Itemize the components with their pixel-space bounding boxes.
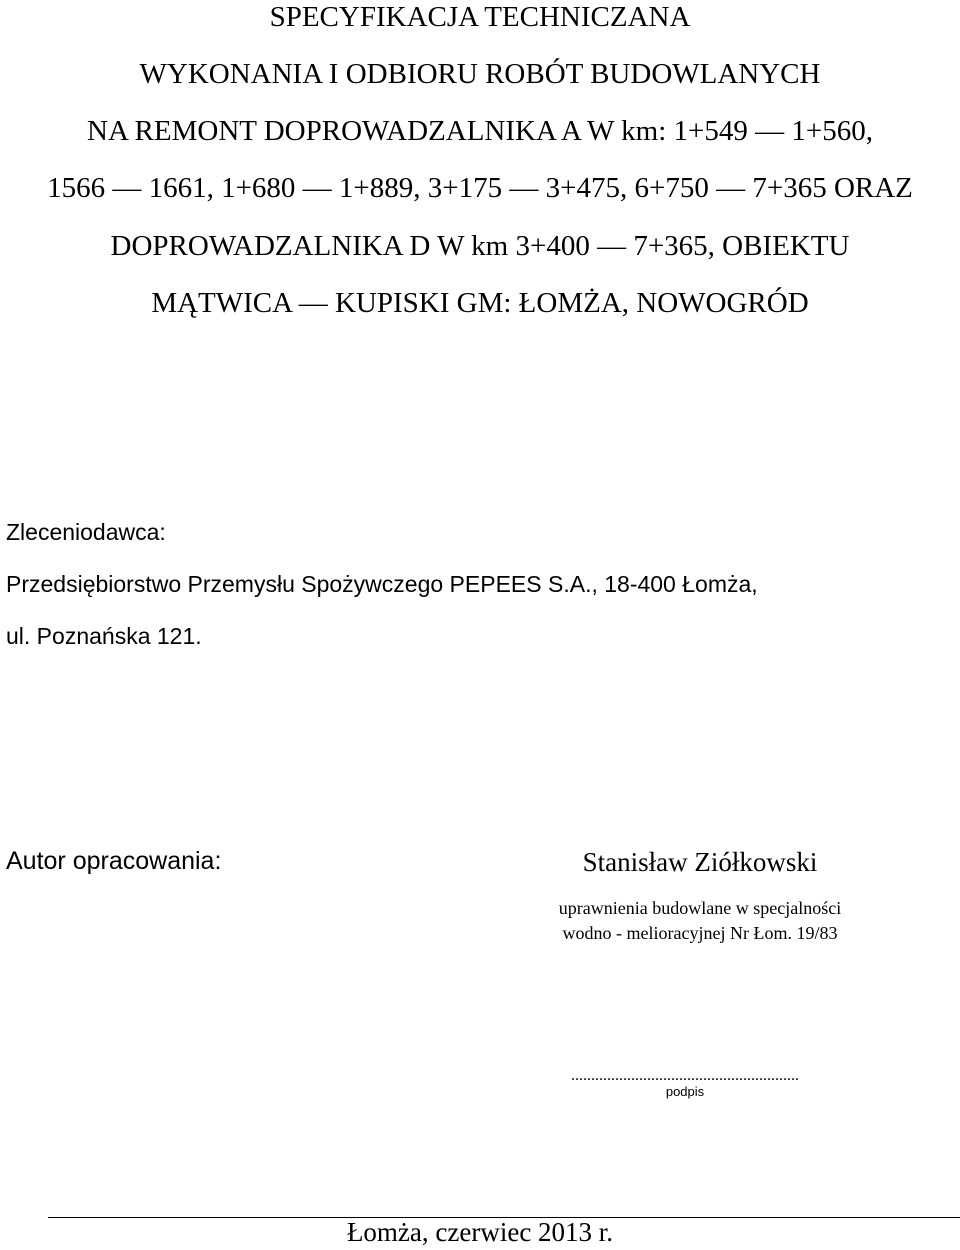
- author-name: Stanisław Ziółkowski: [582, 847, 818, 877]
- author-label: Autor opracowania:: [6, 847, 222, 875]
- title-line-5: DOPROWADZALNIKA D W km 3+400 — 7+365, OBIEKTU: [110, 230, 850, 262]
- signature-line: .........................................................: [571, 1067, 799, 1084]
- client-label: Zleceniodawca:: [6, 519, 166, 545]
- title-line-1: SPECYFIKACJA TECHNICZANA: [269, 1, 691, 33]
- client-name: Przedsiębiorstwo Przemysłu Spożywczego PEPEES S.A., 18-400 Łomża,: [6, 571, 758, 597]
- title-line-2: WYKONANIA I ODBIORU ROBÓT BUDOWLANYCH: [139, 58, 821, 90]
- footer-place-date: Łomża, czerwiec 2013 r.: [346, 1217, 614, 1247]
- signature-label: podpis: [665, 1084, 705, 1099]
- author-credentials-line-2: wodno - melioracyjnej Nr Łom. 19/83: [562, 923, 838, 943]
- author-credentials-line-1: uprawnienia budowlane w specjalności: [558, 898, 842, 918]
- title-line-3: NA REMONT DOPROWADZALNIKA A W km: 1+549 — 1+560,: [87, 115, 873, 147]
- title-line-6: MĄTWICA — KUPISKI GM: ŁOMŻA, NOWOGRÓD: [151, 287, 809, 319]
- title-line-4: 1566 — 1661, 1+680 — 1+889, 3+175 — 3+475, 6+750 — 7+365 ORAZ: [47, 172, 913, 204]
- client-address: ul. Poznańska 121.: [6, 623, 202, 649]
